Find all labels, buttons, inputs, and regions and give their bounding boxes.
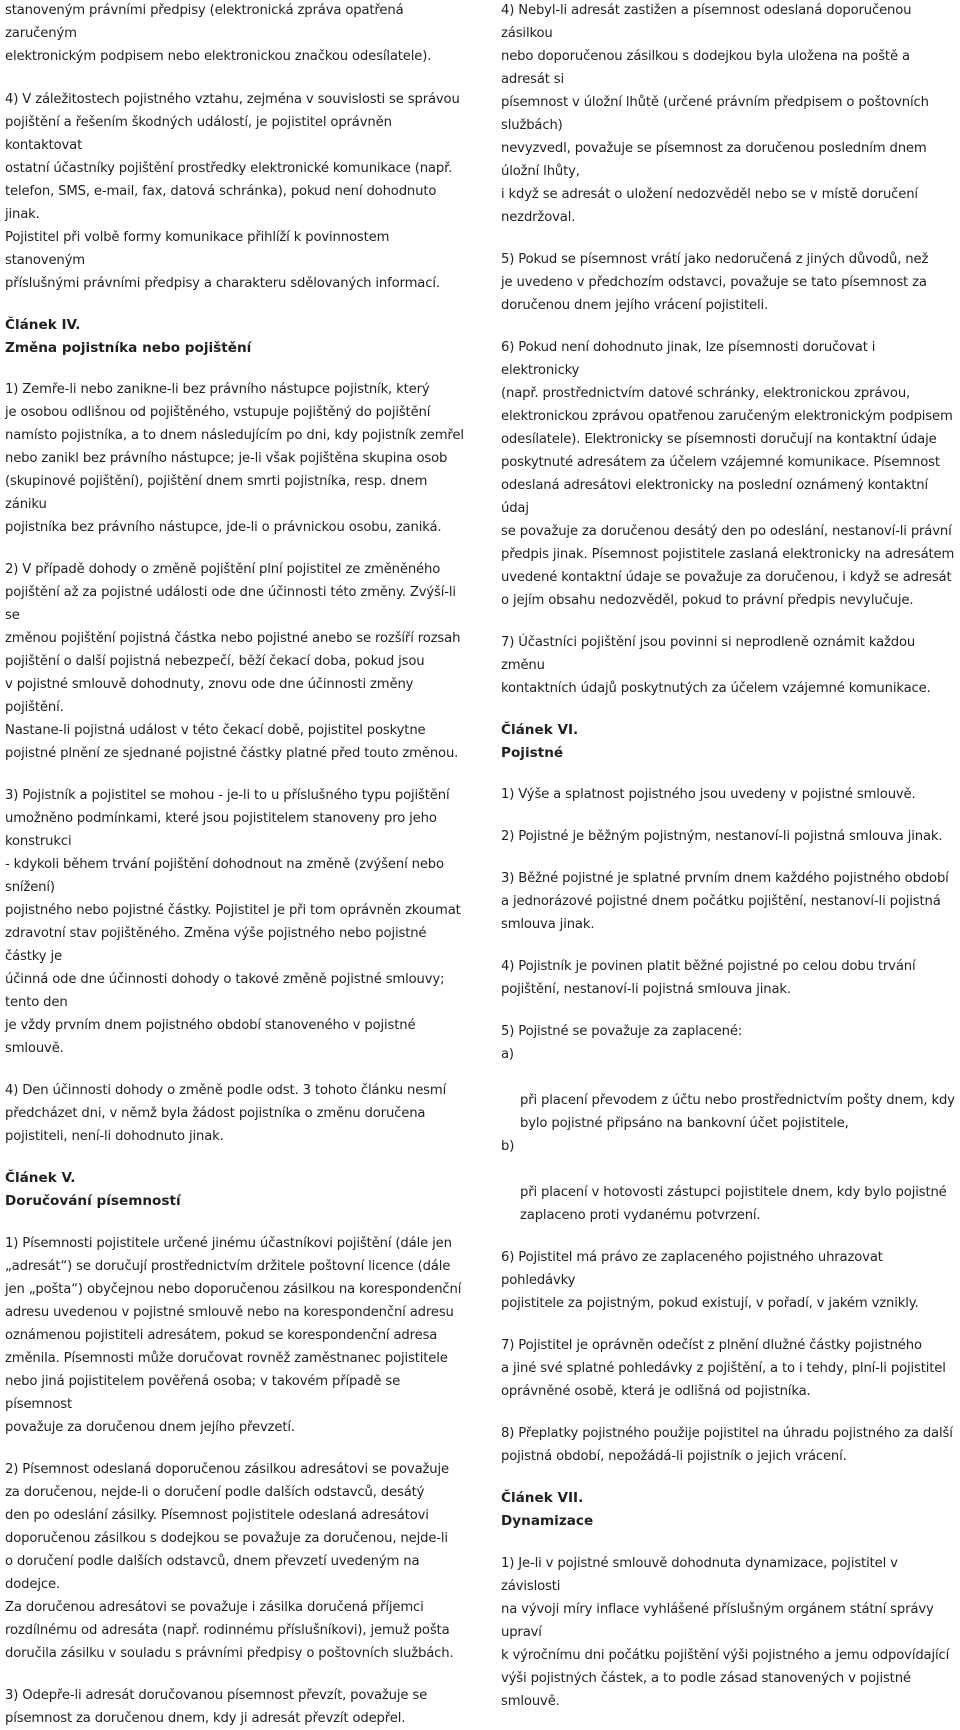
paragraph-vi-7: 7) Pojistitel je oprávněn odečíst z plnění dlužné částky pojistného a jiné své splatné pohledávky z pojištění, a to i tehdy, plní-li pojistitel oprávněné osobě, která je odlišná od pojistníka. (501, 1338, 946, 1399)
paragraph-v-3: 3) Odepře-li adresát doručovanou písemnost převzít, považuje se písemnost za doručenou dnem, kdy ji adresát převzít odepřel. (5, 1688, 428, 1726)
paragraph-iv-2: 2) V případě dohody o změně pojištění plní pojistitel ze změněného pojištění až za pojistné události ode dne účinnosti této změny. Zvýší-li se změnou pojištění pojistná částka nebo pojistné anebo se rozšíří rozsah pojištění o další pojistná nebezpečí, běží čekací doba, pokud jsou v pojistné smlouvě dohodnuty, znovu ode dne účinnosti změny pojištění. Nastane-li pojistná událost v této čekací době, pojistitel poskytne pojistné plnění ze sjednané pojistné částky platné před touto změnou. (5, 562, 461, 761)
right-column (501, 0, 956, 1713)
article-vii-heading: Článek VII. (501, 1490, 584, 1506)
paragraph-iv-4: 4) Den účinnosti dohody o změně podle odst. 3 tohoto článku nesmí předcházet dni, v němž byla žádost pojistníka o změnu doručena pojistiteli, není-li dohodnuto jinak. (5, 1083, 447, 1144)
paragraph-v-6: 6) Pokud není dohodnuto jinak, lze písemnosti doručovat i elektronicky (např. prostřednictvím datové schránky, elektronickou zprávou, elektronickou zprávou opatřenou zaručeným elektronickým podpisem odesílatele). Elektronicky se písemnosti doručují na kontaktní údaje poskytnuté adresátem za účelem vzájemné komunikace. Písemnost odeslaná adresátovi elektronicky na poslední oznámený kontaktní údaj se považuje za doručenou desátý den po odeslání, nestanoví-li právní předpis jinak. Písemnost pojistitele zaslaná elektronicky na adresátem uvedené kontaktní údaje se považuje za doručenou, i když se adresát o jejím obsahu nedozvěděl, pokud to právní předpis nevylučuje. (501, 340, 955, 608)
article-iv-heading: Článek IV. (5, 317, 81, 333)
list-item-text: při placení převodem z účtu nebo prostřednictvím pošty dnem, kdy bylo pojistné připsáno na bankovní účet pojistitele, (520, 1093, 955, 1131)
paragraph-vi-2: 2) Pojistné je běžným pojistným, nestanoví-li pojistná smlouva jinak. (501, 829, 943, 844)
list-item-vi-5b (501, 1135, 956, 1227)
paragraph-v-5: 5) Pokud se písemnost vrátí jako nedoručená z jiných důvodů, než je uvedeno v předchozím odstavci, považuje se tato písemnost za doručenou dnem jejího vrácení pojistiteli. (501, 252, 929, 313)
paragraph-vi-6: 6) Pojistitel má právo ze zaplaceného pojistného uhrazovat pohledávky pojistitele za pojistným, pokud existují, v pořadí, v jakém vznikly. (501, 1250, 919, 1311)
paragraph-v-7: 7) Účastníci pojištění jsou povinni si neprodleně oznámit každou změnu kontaktních údajů poskytnutých za účelem vzájemné komunikace. (501, 635, 931, 696)
paragraph-v-2: 2) Písemnost odeslaná doporučenou zásilkou adresátovi se považuje za doručenou, nejde-li o doručení podle dalších odstavců, desátý den po odeslání zásilky. Písemnost pojistitele odeslaná adresátovi doporučenou zásilkou s dodejkou se považuje za doručenou, nejde-li o doručení podle dalších odstavců, dnem převzetí uvedeným na dodejce. Za doručenou adresátovi se považuje i zásilka doručená příjemci rozdílnému od adresáta (např. rodinnému příslušníkovi), jemuž pošta doručila zásilku v souladu s právními předpisy o poštovních službách. (5, 1462, 454, 1661)
article-vi-heading: Článek VI. (501, 722, 579, 738)
article-vi-title: Pojistné (501, 745, 564, 761)
article-vii-title: Dynamizace (501, 1513, 594, 1529)
paragraph-vi-4: 4) Pojistník je povinen platit běžné pojistné po celou dobu trvání pojištění, nestanoví-li pojistná smlouva jinak. (501, 959, 916, 997)
list-marker: a) (501, 1047, 514, 1062)
paragraph-iv-1: 1) Zemře-li nebo zanikne-li bez právního nástupce pojistník, který je osobou odlišnou od pojištěného, vstupuje pojištěný do pojištění namísto pojistníka, a to dnem následujícím po dni, kdy pojistník zemřel nebo zanikl bez právního nástupce; je-li však pojištěna skupina osob (skupinové pojištění), pojištění dnem smrti pojistníka, resp. dnem zániku pojistníka bez právního nástupce, jde-li o právnickou osobu, zaniká. (5, 382, 464, 535)
paragraph-v-1: 1) Písemnosti pojistitele určené jinému účastníkovi pojištění (dále jen „adresát“) se doručují prostřednictvím držitele poštovní licence (dále jen „pošta“) obyčejnou nebo doporučenou zásilkou na korespondenční adresu uvedenou v pojistné smlouvě nebo na korespondenční adresu oznámenou pojistiteli adresátem, pokud se korespondenční adresa změnila. Písemnosti může doručovat rovněž zaměstnanec pojistitele nebo jiná pojistitelem pověřená osoba; v takovém případě se písemnost považuje za doručenou dnem jejího převzetí. (5, 1236, 462, 1435)
list-item-text: při placení v hotovosti zástupci pojistitele dnem, kdy bylo pojistné zaplaceno proti vydanému potvrzení. (520, 1185, 947, 1223)
paragraph-vi-3: 3) Běžné pojistné je splatné prvním dnem každého pojistného období a jednorázové pojistné dnem počátku pojištění, nestanoví-li pojistná smlouva jinak. (501, 871, 949, 932)
list-marker: b) (501, 1139, 515, 1154)
article-v-title: Doručování písemností (5, 1193, 181, 1209)
article-v-heading: Článek V. (5, 1170, 76, 1186)
paragraph-iii-4: 4) V záležitostech pojistného vztahu, zejména v souvislosti se správou pojištění a řešením škodných událostí, je pojistitel oprávněn kontaktovat ostatní účastníky pojištění prostředky elektronické komunikace (např. telefon, SMS, e-mail, fax, datová schránka), pokud není dohodnuto jinak. Pojistitel při volbě formy komunikace přihlíží k povinnostem stanoveným příslušnými právními předpisy a charakteru sdělovaných informací. (5, 92, 460, 291)
paragraph-vi-1: 1) Výše a splatnost pojistného jsou uvedeny v pojistné smlouvě. (501, 787, 916, 802)
paragraph-intro: stanoveným právními předpisy (elektronická zpráva opatřená zaručeným elektronickým podpisem nebo elektronickou značkou odesílatele). (5, 3, 432, 64)
paragraph-vii-1: 1) Je-li v pojistné smlouvě dohodnuta dynamizace, pojistitel v závislosti na vývoji míry inflace vyhlášené příslušným orgánem státní správy upraví k výročnímu dni počátku pojištění výši pojistného a jemu odpovídající výši pojistných částek, a to podle zásad stanovených v pojistné smlouvě. (501, 1556, 950, 1709)
paragraph-iv-3: 3) Pojistník a pojistitel se mohou - je-li to u příslušného typu pojištění umožněno podmínkami, které jsou pojistitelem stanoveny pro jeho konstrukci - kdykoli během trvání pojištění dohodnout na změně (zvýšení nebo snížení) pojistného nebo pojistné částky. Pojistitel je při tom oprávněn zkoumat zdravotní stav pojištěného. Změna výše pojistného nebo pojistné částky je účinná ode dne účinnosti dohody o takové změně pojistné smlouvy; tento den je vždy prvním dnem pojistného období stanoveného v pojistné smlouvě. (5, 788, 461, 1056)
article-iv-title: Změna pojistníka nebo pojištění (5, 340, 252, 356)
list-item-vi-5a (501, 1043, 956, 1135)
left-column (5, 0, 470, 1730)
paragraph-v-4: 4) Nebyl-li adresát zastižen a písemnost odeslaná doporučenou zásilkou nebo doporučenou zásilkou s dodejkou byla uložena na poště a adresát si písemnost v úložní lhůtě (určené právním předpisem o poštovních službách) nevyzvedl, považuje se písemnost za doručenou posledním dnem úložní lhůty, i když se adresát o uložení nedozvěděl nebo se v místě doručení nezdržoval. (501, 3, 929, 225)
paragraph-vi-8: 8) Přeplatky pojistného použije pojistitel na úhradu pojistného za další pojistná období, nepožádá-li pojistník o jejich vrácení. (501, 1426, 953, 1464)
paragraph-vi-5: 5) Pojistné se považuje za zaplacené: (501, 1024, 743, 1039)
